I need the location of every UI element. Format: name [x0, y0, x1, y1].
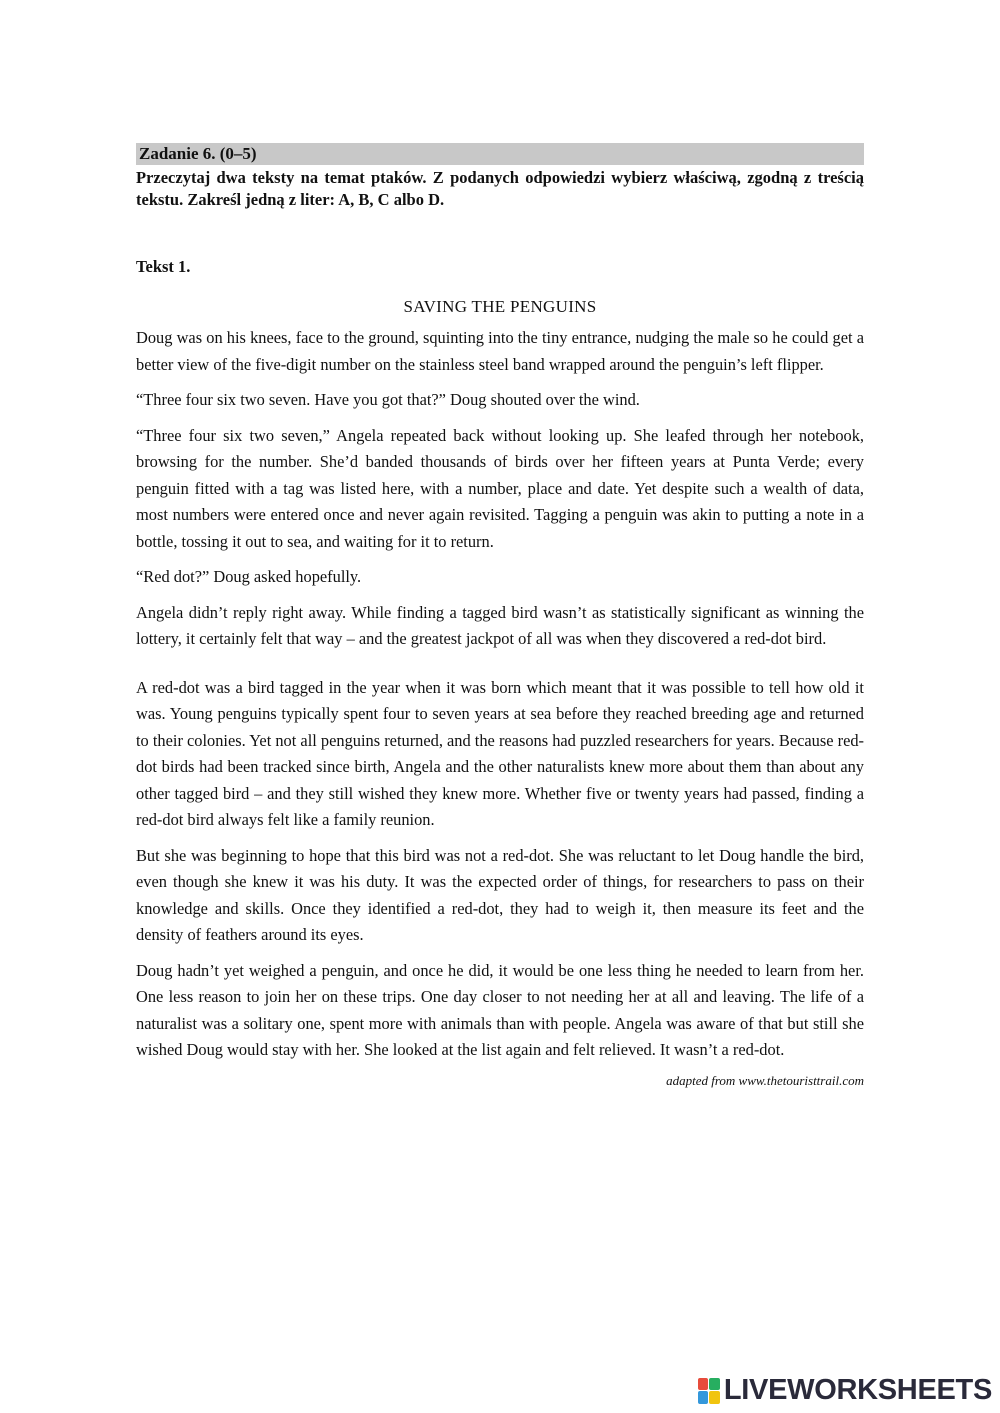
story-paragraph-3: “Three four six two seven,” Angela repeated back without looking up. She leafed through her notebook, browsing for the number. She’d banded thousands of birds over her fifteen years at Punta Verde; every penguin fitted with a tag was listed here, with a number, place and date. Yet despite such a wealth of data, most numbers were entered once and never again revisited. Tagging a penguin was akin to putting a note in a bottle, tossing it out to sea, and waiting for it to return. [136, 425, 864, 551]
logo-tile-red [698, 1378, 709, 1391]
story-paragraph-8: Doug hadn’t yet weighed a penguin, and once he did, it would be one less thing he needed to learn from her. One less reason to join her on these trips. One day closer to not needing her at all and leaving. The life of a naturalist was a solitary one, spent more with animals than with people. Angela was aware of that but still she wished Doug would stay with her. She looked at the list again and felt relieved. It wasn’t a red-dot. [136, 960, 864, 1059]
logo-tile-green [709, 1378, 720, 1391]
liveworksheets-logo-icon [698, 1378, 720, 1404]
story-paragraph-5: Angela didn’t reply right away. While finding a tagged bird wasn’t as statistically significant as winning the lottery, it certainly felt that way – and the greatest jackpot of all was when they discovered a red-dot bird. [136, 602, 864, 648]
story-title: SAVING THE PENGUINS [403, 297, 597, 316]
liveworksheets-logo [698, 1374, 992, 1407]
story-paragraph-1: Doug was on his knees, face to the ground, squinting into the tiny entrance, nudging the male so he could get a better view of the five-digit number on the stainless steel band wrapped around the penguin’s left flipper. [136, 328, 864, 374]
logo-text: LIVEWORKSHEETS [723, 1374, 992, 1406]
story-paragraph-7: But she was beginning to hope that this bird was not a red-dot. She was reluctant to let Doug handle the bird, even though she knew it was his duty. It was the expected order of things, for researchers to pass on their knowledge and skills. Once they identified a red-dot, they had to weigh it, then measure its feet and the density of feathers around its eyes. [136, 845, 864, 944]
story-paragraph-6: A red-dot was a bird tagged in the year when it was born which meant that it was possible to tell how old it was. Young penguins typically spent four to seven years at sea before they reached breeding age and returned to their colonies. Yet not all penguins returned, and the reasons had puzzled researchers for years. Because red-dot birds had been tracked since birth, Angela and the other naturalists knew more about them than about any other tagged bird – and they still wished they knew more. Whether five or twenty years had passed, finding a red-dot bird always felt like a family reunion. [136, 677, 864, 829]
logo-tile-blue [698, 1391, 709, 1404]
story-paragraph-2: “Three four six two seven. Have you got that?” Doug shouted over the wind. [136, 390, 640, 409]
task-instruction: Przeczytaj dwa teksty na temat ptaków. Z podanych odpowiedzi wybierz właściwą, zgodną z treścią tekstu. Zakreśl jedną z liter: A, B, C albo D. [136, 168, 864, 209]
text-label: Tekst 1. [136, 257, 191, 276]
task-header: Zadanie 6. (0–5) [136, 143, 864, 165]
story-paragraph-4: “Red dot?” Doug asked hopefully. [136, 567, 362, 586]
worksheet-page [136, 143, 864, 1089]
source-attribution: adapted from www.thetouristtrail.com [666, 1072, 864, 1088]
logo-tile-yellow [709, 1391, 720, 1404]
